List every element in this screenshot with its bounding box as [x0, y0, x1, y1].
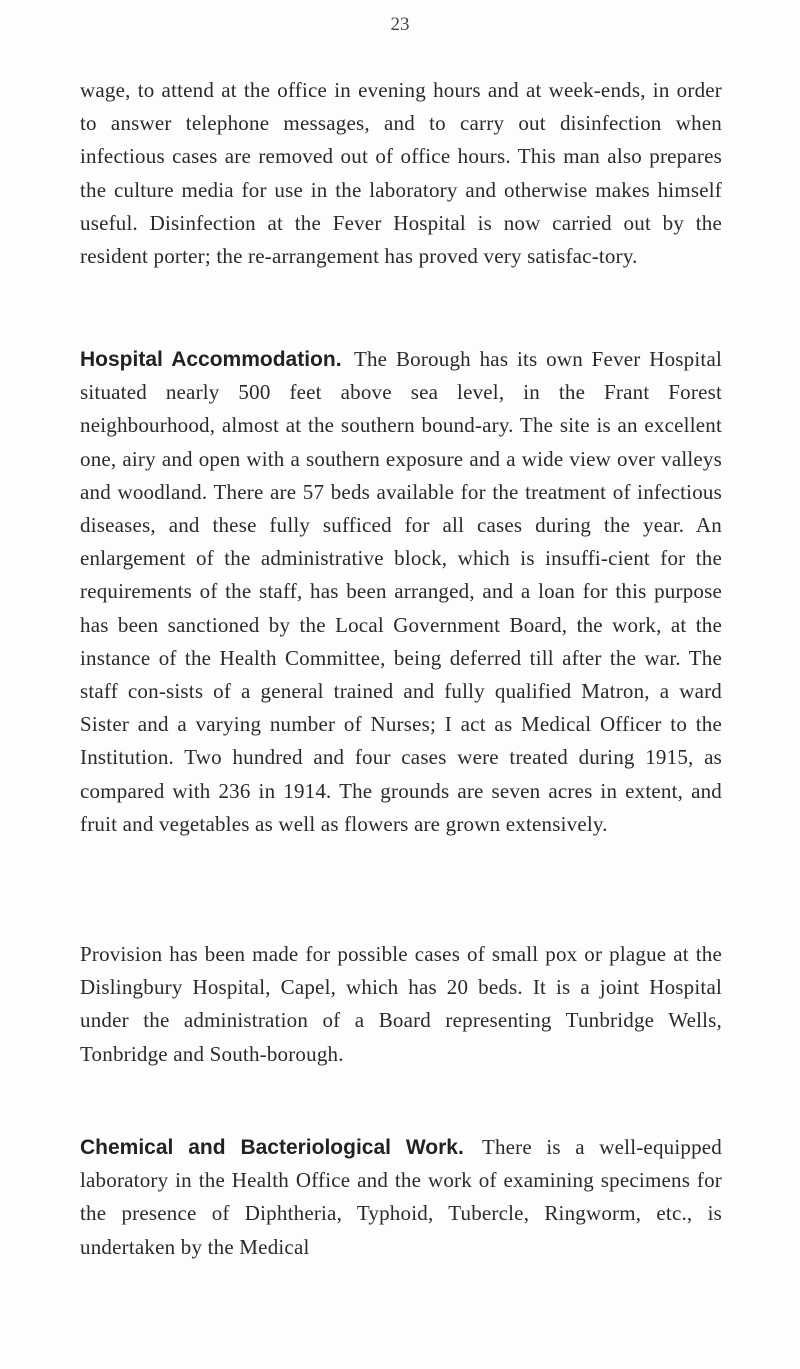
paragraph-small-pox-provision	[80, 938, 722, 1071]
section-heading-hospital-accommodation: Hospital Accommodation.	[80, 348, 342, 371]
paragraph-chemical-bacteriological-work	[80, 1131, 722, 1264]
paragraph-text: wage, to attend at the office in evening hours and at week-ends, in order to answer telephone messages, and to carry out disinfection when infectious cases are removed out of office hours. This man also prepares the culture media for use in the laboratory and otherwise makes himself useful. Disinfection at the Fever Hospital is now carried out by the resident porter; the re-arrangement has proved very satisfac-tory.	[80, 78, 722, 269]
paragraph-hospital-accommodation	[80, 343, 722, 841]
section-heading-chemical-bacteriological-work: Chemical and Bacteriological Work.	[80, 1136, 464, 1159]
paragraph-text: There is a well-equipped laboratory in the Health Office and the work of examining specimens for the presence of Diphtheria, Typhoid, Tubercle, Ringworm, etc., is undertaken by the Medical	[80, 1135, 723, 1259]
paragraph-text: Provision has been made for possible cases of small pox or plague at the Dislingbury Hospital, Capel, which has 20 beds. It is a joint Hospital under the administration of a Board representing Tunbridge Wells, Tonbridge and South-borough.	[80, 942, 722, 1066]
paragraph-content	[80, 343, 722, 841]
paragraph-text: The Borough has its own Fever Hospital situated nearly 500 feet above sea level, in the Frant Forest neighbourhood, almost at the southern bound-ary. The site is an excellent one, airy and open with a southern exposure and a wide view over valleys and woodland. There are 57 beds available for the treatment of infectious diseases, and these fully sufficed for all cases during the year. An enlargement of the administrative block, which is insuffi-cient for the requirements of the staff, has been arranged, and a loan for this purpose has been sanctioned by the Local Government Board, the work, at the instance of the Health Committee, being deferred till after the war. The staff con-sists of a general trained and fully qualified Matron, a ward Sister and a varying number of Nurses; I act as Medical Officer to the Institution. Two hundred and four cases were treated during 1915, as compared with 236 in 1914. The grounds are seven acres in extent, and fruit and vegetables as well as flowers are grown extensively.	[80, 347, 723, 836]
paragraph-content	[80, 1131, 722, 1264]
page-number: 23	[390, 14, 410, 35]
paragraph-disinfection-duties	[80, 74, 722, 273]
